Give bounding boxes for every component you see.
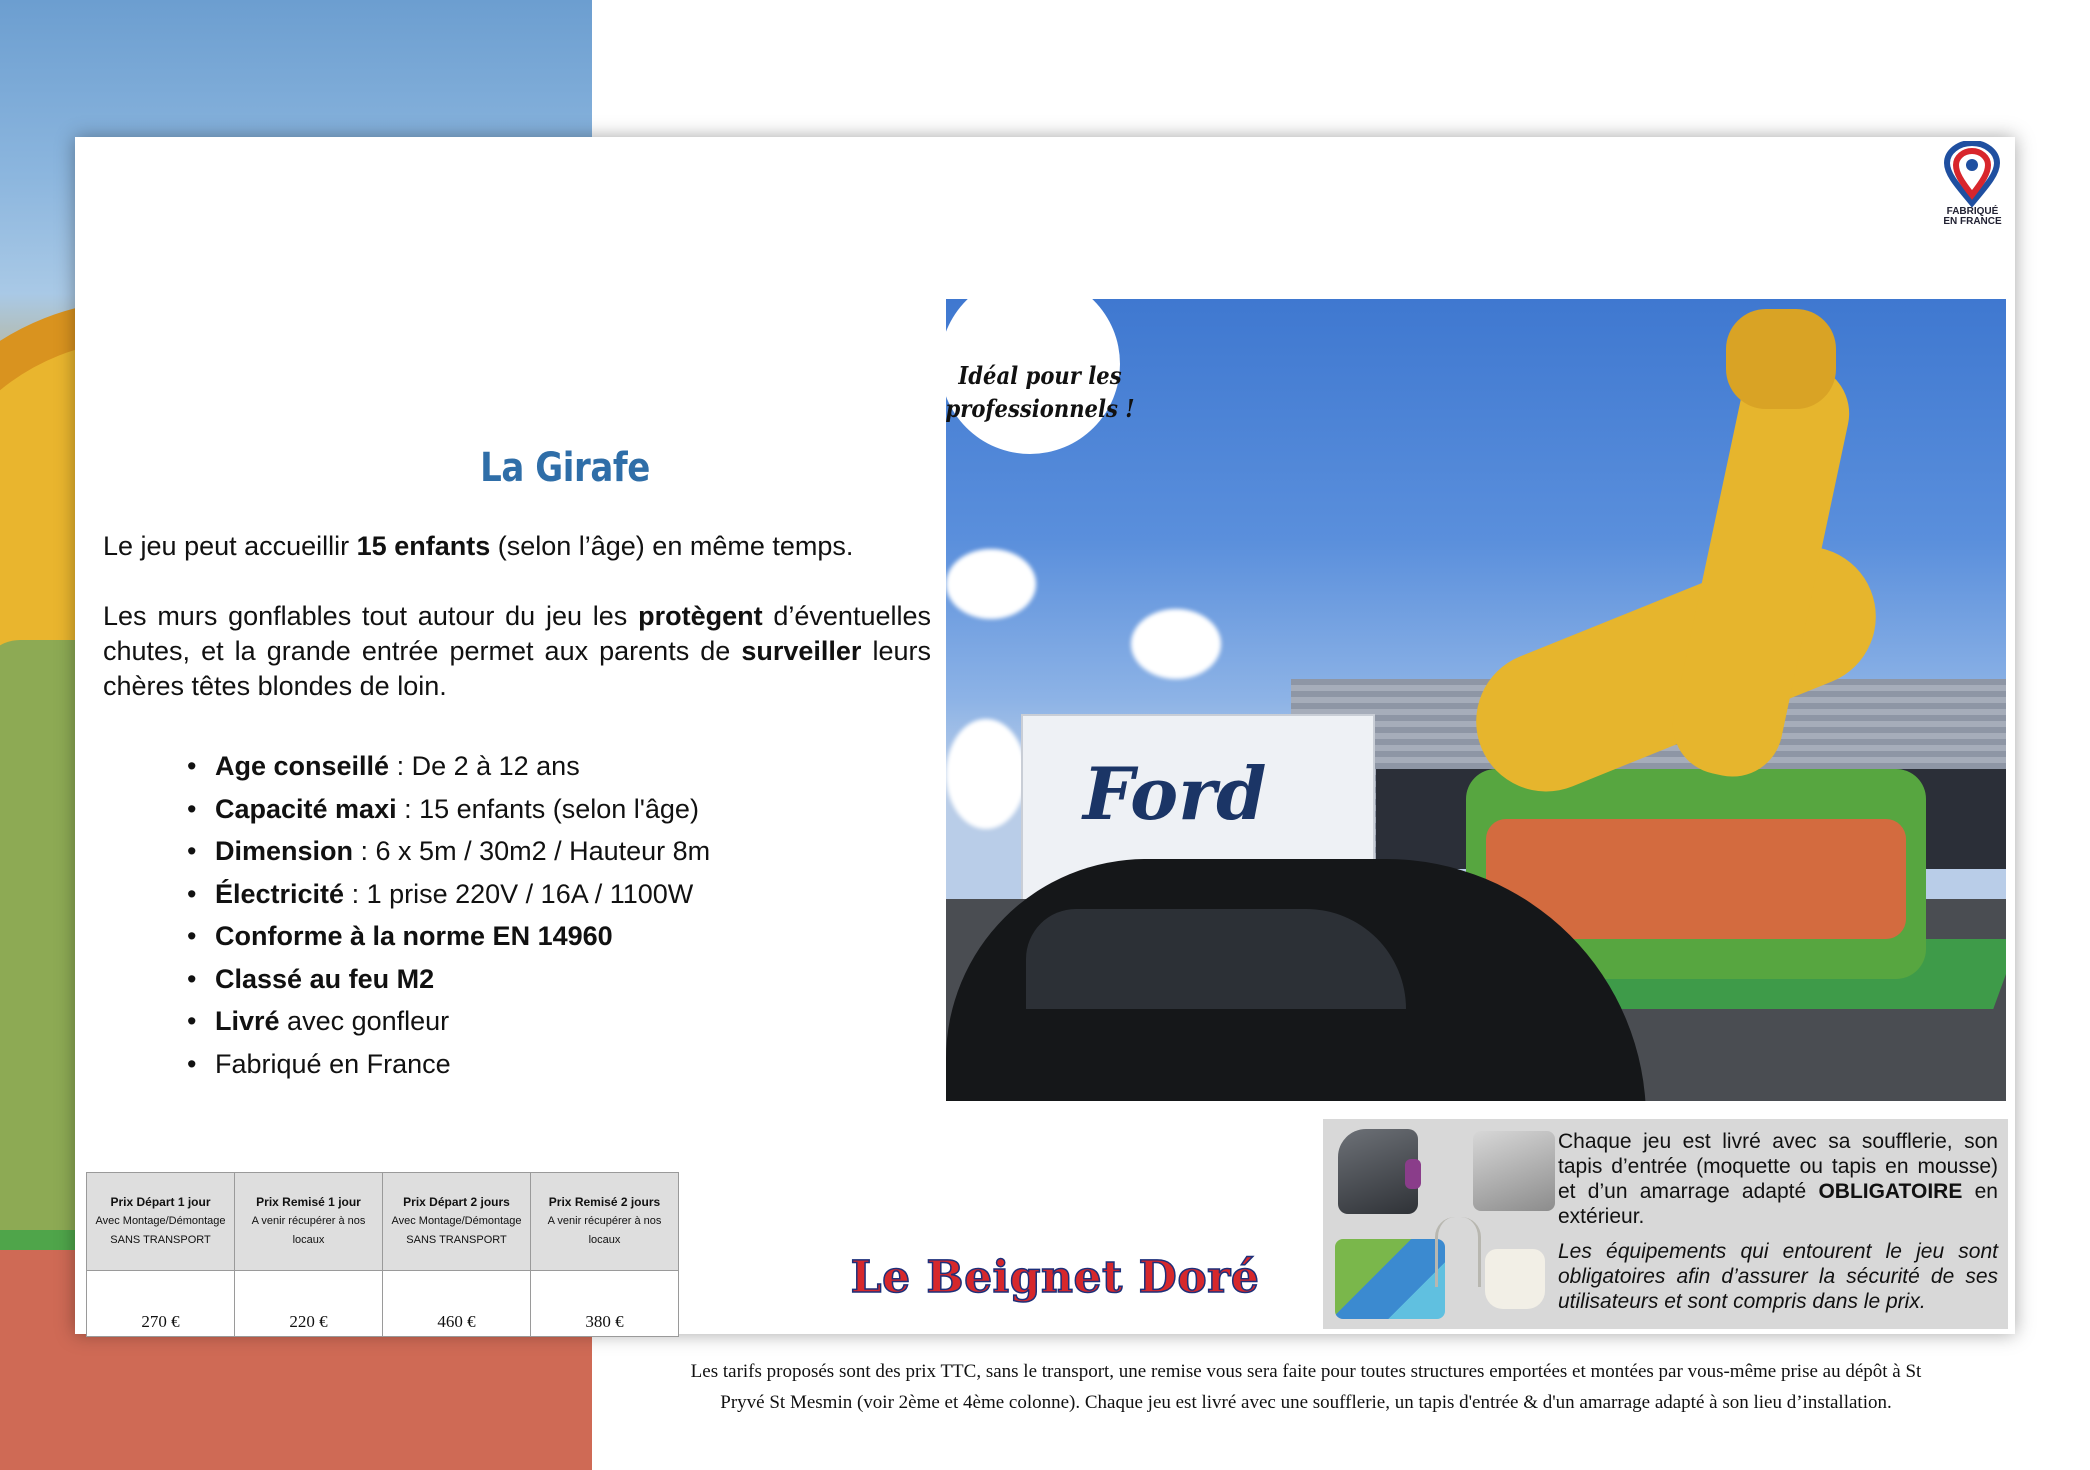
ford-logo: Ford [1083,751,1267,836]
price-header [235,1173,383,1271]
spec-label: Conforme à la norme EN 14960 [215,921,613,951]
price-header-sub: A venir récupérer à nos locaux [251,1215,366,1246]
spec-item [187,1043,710,1086]
price-header-title: Prix Remisé 1 jour [256,1195,361,1209]
intro-text: Le jeu peut accueillir [103,531,357,561]
brand-logo: Le Beignet Doré [850,1252,1260,1303]
spec-item [187,1000,710,1043]
anchor-stakes-icon [1435,1217,1481,1287]
price-header-sub: Avec Montage/Démontage [391,1215,522,1227]
badge-line-1: FABRIQUÉ [1946,206,1999,217]
footnote-line-1: Les tarifs proposés sont des prix TTC, sans le transport, une remise vous sera faite pour toutes structures emportées et montées par vous-même prise au dépôt à St [690,1361,1922,1382]
intro-bold: 15 enfants [356,531,491,561]
callout-line-2: professionnels ! [945,394,1135,423]
price-header-title: Prix Remisé 2 jours [548,1195,661,1209]
price-header-title: Prix Départ 2 jours [403,1195,510,1209]
spec-label: Électricité [215,878,345,909]
blower-box-icon [1473,1131,1555,1211]
product-title: La Girafe [480,445,650,491]
price-header [87,1173,235,1271]
badge-line-2: EN FRANCE [1943,216,2002,227]
entrance-mat-icon [1335,1239,1445,1319]
cloud [1131,609,1221,679]
equipment-bold: OBLIGATOIRE [1818,1180,1963,1203]
description-bold-2: surveiller [741,636,862,666]
fabrique-en-france-badge [1935,137,2010,237]
callout-line-1: Idéal pour les [958,361,1122,390]
spec-value: : De 2 à 12 ans [389,751,580,781]
equipment-box [1323,1119,2008,1329]
car-window [1026,909,1406,1009]
cloud [946,719,1026,829]
intro-text-end: (selon l’âge) en même temps. [490,531,854,561]
spec-item [187,745,710,788]
anchor-weight-icon [1485,1249,1545,1309]
spec-label: Age conseillé [215,751,390,781]
footnote-line-2: Pryvé St Mesmin (voir 2ème et 4ème colonne). Chaque jeu est livré avec une soufflerie, un tapis d'entrée & d'un amarrage adapté à son lieu d’installation. [720,1392,1892,1413]
description-text-1: Les murs gonflables tout autour du jeu les [103,601,639,631]
intro-paragraph [103,529,931,564]
price-table [86,1172,679,1337]
giraffe-head [1726,309,1836,409]
price-header-sub: SANS TRANSPORT [110,1234,211,1246]
description-text-2: d’éventuelles chutes, et la grande entrée permet aux parents de [103,601,931,666]
spec-item [187,830,710,873]
equipment-note: Les équipements qui entourent le jeu sont obligatoires afin d’assurer la sécurité de ses utilisateurs et sont compris dans le prix. [1558,1240,1998,1313]
pricing-footnote [612,1356,2000,1418]
price-header-title: Prix Départ 1 jour [110,1195,211,1209]
spec-label: Dimension [215,836,354,866]
spec-item [187,873,710,916]
callout-text [943,359,1137,425]
spec-label: Capacité maxi [215,793,397,824]
price-header-sub: Avec Montage/Démontage [95,1215,226,1227]
price-header [383,1173,531,1271]
spec-item [187,915,710,958]
description-bold-1: protègent [638,601,763,631]
price-cell: 460 € [383,1271,531,1337]
equipment-text-1-end: en extérieur. [1558,1180,1998,1228]
product-sheet [75,137,2015,1334]
spec-value: : 1 prise 220V / 16A / 1100W [344,878,694,909]
spec-value: avec gonfleur [279,1006,450,1036]
spec-value: : 6 x 5m / 30m2 / Hauteur 8m [353,836,711,866]
equipment-text-1: Chaque jeu est livré avec sa soufflerie, son tapis d’entrée (moquette ou tapis en mousse) et d’un amarrage adapté [1558,1130,1998,1203]
spec-label: Classé au feu M2 [215,963,435,994]
spec-value: Fabriqué en France [215,1048,451,1079]
description-paragraph [103,599,931,704]
description-text-3: leurs chères têtes blondes de loin. [103,636,931,701]
blower-outlet-icon [1405,1159,1421,1189]
location-pin-icon [1941,141,2003,207]
spec-item [187,958,710,1001]
price-header [531,1173,679,1271]
spec-item [187,788,710,831]
spec-value: : 15 enfants (selon l'âge) [396,793,699,824]
spec-list [187,745,710,1085]
price-cell: 220 € [235,1271,383,1337]
spec-label: Livré [215,1006,280,1036]
price-header-sub: SANS TRANSPORT [406,1234,507,1246]
price-cell: 270 € [87,1271,235,1337]
price-header-sub: A venir récupérer à nos locaux [547,1215,662,1246]
equipment-text [1558,1129,1998,1229]
price-cell: 380 € [531,1271,679,1337]
cloud [946,549,1036,619]
